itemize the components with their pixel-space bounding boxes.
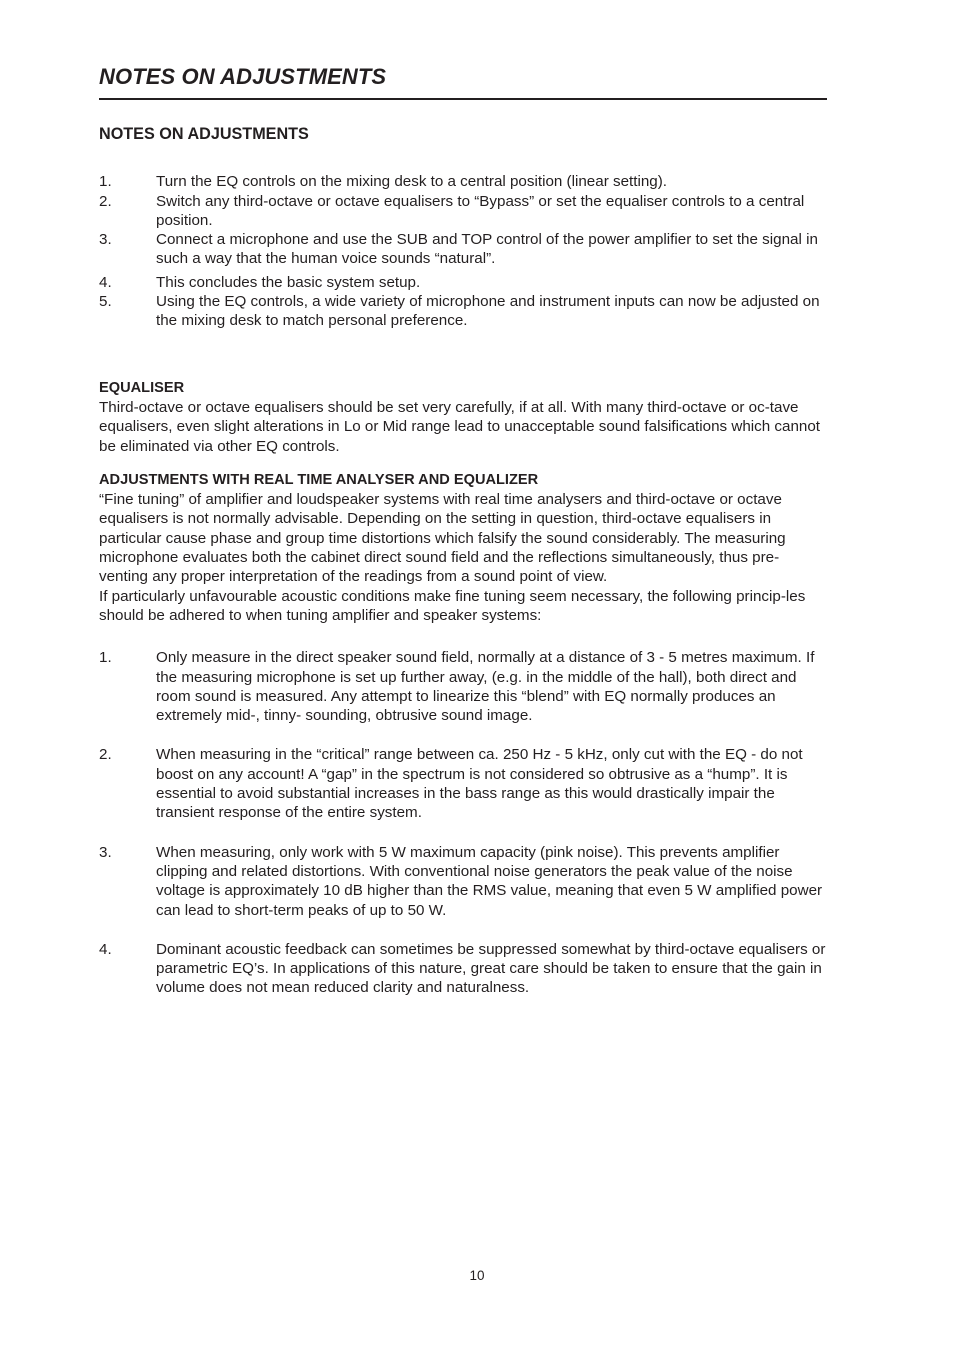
list-item-number: 3. — [99, 843, 112, 861]
list-item-text: This concludes the basic system setup. — [156, 273, 421, 291]
list-item-number: 1. — [99, 649, 112, 667]
basic-setup-list — [99, 172, 827, 330]
equaliser-heading: EQUALISER — [99, 379, 185, 396]
list-item-text: Switch any third-octave or octave equalisers to “Bypass” or set the equaliser controls to a central position. — [156, 192, 805, 229]
list-item — [99, 648, 827, 725]
analyser-heading: ADJUSTMENTS WITH REAL TIME ANALYSER AND EQUALIZER — [99, 471, 539, 488]
list-item-number: 2. — [99, 192, 112, 210]
list-item — [99, 192, 827, 231]
list-item — [99, 172, 827, 191]
list-item-text: Only measure in the direct speaker sound field, normally at a distance of 3 - 5 metres maximum. If the measuring microphone is set up further away, (e.g. in the middle of the hall), both direct and room sound is measured. Any attempt to linearize this “blend” with EQ normally produces an extremely mid-, tinny- sounding, obtrusive sound image. — [156, 649, 815, 725]
list-item-number: 4. — [99, 940, 112, 958]
equaliser-section — [99, 379, 827, 456]
list-item — [99, 940, 827, 998]
list-item-number: 2. — [99, 746, 112, 764]
section-heading: NOTES ON ADJUSTMENTS — [99, 125, 309, 143]
title-divider — [99, 98, 827, 100]
list-item-text: Dominant acoustic feedback can sometimes be suppressed somewhat by third-octave equalisers or parametric EQ’s. In applications of this nature, great care should be taken to ensure that the gain in volume does not mean reduced clarity and naturalness. — [156, 940, 826, 997]
list-item — [99, 843, 827, 920]
list-item-text: Using the EQ controls, a wide variety of microphone and instrument inputs can now be adjusted on the mixing desk to match personal preference. — [156, 293, 820, 330]
list-item-text: Connect a microphone and use the SUB and TOP control of the power amplifier to set the signal in such a way that the human voice sounds “natural”. — [156, 231, 818, 268]
list-item-text: When measuring in the “critical” range between ca. 250 Hz - 5 kHz, only cut with the EQ - do not boost on any account! A “gap” in the spectrum is not considered so obtrusive as a “hump”. It is essential to avoid substantial increases in the bass range as this would drastically impair the transient response of the entire system. — [156, 746, 803, 822]
list-item-number: 3. — [99, 231, 112, 249]
list-item — [99, 230, 827, 269]
page-content — [99, 125, 827, 998]
equaliser-text: Third-octave or octave equalisers should be set very carefully, if at all. With many third-octave or oc-tave equalisers, even slight alterations in Lo or Mid range lead to unacceptable sound falsifications which cannot be eliminated via other EQ controls. — [99, 398, 820, 455]
list-item — [99, 745, 827, 822]
list-item — [99, 273, 827, 292]
list-item-text: When measuring, only work with 5 W maximum capacity (pink noise). This prevents amplifier clipping and related distortions. With conventional noise generators the peak value of the noise voltage is approximately 10 dB higher than the RMS value, meaning that even 5 W amplified power can lead to short-term peaks of up to 50 W. — [156, 843, 823, 919]
list-item-number: 5. — [99, 293, 112, 311]
list-item-text: Turn the EQ controls on the mixing desk to a central position (linear setting). — [156, 173, 667, 191]
list-item — [99, 292, 827, 331]
page-title: NOTES ON ADJUSTMENTS — [99, 64, 387, 89]
page-number: 10 — [469, 1268, 485, 1283]
list-item-number: 4. — [99, 273, 112, 291]
analyser-section — [99, 471, 827, 998]
tuning-principles-list — [99, 648, 827, 997]
list-item-number: 1. — [99, 173, 112, 191]
analyser-paragraph: If particularly unfavourable acoustic conditions make fine tuning seem necessary, the following princip-les should be adhered to when tuning amplifier and speaker systems: — [99, 587, 806, 624]
analyser-paragraph: “Fine tuning” of amplifier and loudspeaker systems with real time analysers and third-octave or octave equalisers is not normally advisable. Depending on the setting in question, third-octave equalisers in particular cause phase and group time distortions which falsify the sound considerably. The measuring microphone evaluates both the cabinet direct sound field and the reflections simultaneously, thus pre-venting any proper interpretation of the readings from a sound point of view. — [99, 491, 786, 586]
